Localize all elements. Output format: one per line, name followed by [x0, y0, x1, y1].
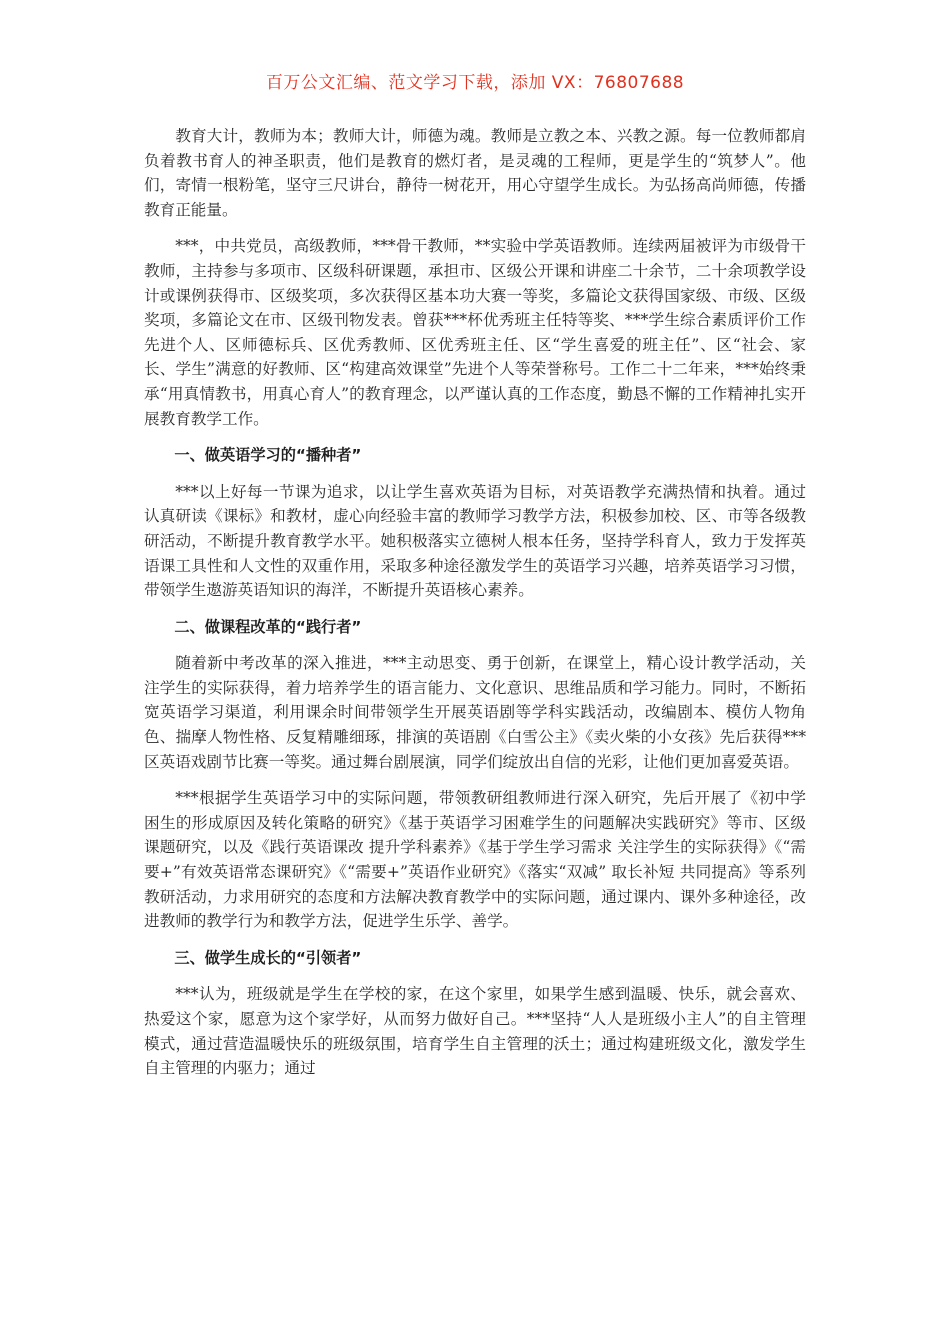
- section-1-heading: 一、做英语学习的“播种者”: [174, 446, 362, 465]
- section-3-paragraph-1: ***认为，班级就是学生在学校的家，在这个家里，如果学生感到温暖、快乐，就会喜欢、热爱这个家，愿意为这个家学好，从而努力做好自己。***坚持“人人是班级小主人”的自主管理模式，通过营造温暖快乐的班级氛围，培育学生自主管理的沃土；通过构建班级文化，激发学生自主管理的内驱力；通过: [144, 985, 806, 1078]
- document-body: [144, 124, 806, 1093]
- intro-paragraph-1: 教育大计，教师为本；教师大计，师德为魂。教师是立教之本、兴教之源。每一位教师都肩负着教书育人的神圣职责，他们是教育的燃灯者，是灵魂的工程师，更是学生的“筑梦人”。他们，寄情一根粉笔，坚守三尺讲台，静待一树花开，用心守望学生成长。为弘扬高尚师德，传播教育正能量。: [144, 127, 806, 219]
- section-3-heading: 三、做学生成长的“引领者”: [174, 948, 362, 967]
- section-1-paragraph-1: ***以上好每一节课为追求，以让学生喜欢英语为目标，对英语教学充满热情和执着。通过认真研读《课标》和教材，虚心向经验丰富的教师学习教学方法，积极参加校、区、市等各级教研活动，不断提升教育教学水平。她积极落实立德树人根本任务，坚持学科育人，致力于发挥英语课工具性和人文性的双重作用，采取多种途径激发学生的英语学习兴趣，培养英语学习习惯，带领学生遨游英语知识的海洋，不断提升英语核心素养。: [144, 482, 806, 600]
- section-2-paragraph-1: 随着新中考改革的深入推进，***主动思变、勇于创新，在课堂上，精心设计教学活动，关注学生的实际获得，着力培养学生的语言能力、文化意识、思维品质和学习能力。同时，不断拓宽英语学习渠道，利用课余时间带领学生开展英语剧等学科实践活动，改编剧本、模仿人物角色、揣摩人物性格、反复精雕细琢，排演的英语剧《白雪公主》《卖火柴的小女孩》先后获得***区英语戏剧节比赛一等奖。通过舞台剧展演，同学们绽放出自信的光彩，让他们更加喜爱英语。: [144, 654, 806, 771]
- section-2-heading: 二、做课程改革的“践行者”: [174, 617, 362, 636]
- section-2-paragraph-2: ***根据学生英语学习中的实际问题，带领教研组教师进行深入研究，先后开展了《初中学困生的形成原因及转化策略的研究》《基于英语学习困难学生的问题解决实践研究》等市、区级课题研究，以及《践行英语课改 提升学科素养》《基于学生学习需求 关注学生的实际获得》《“需要+”有效英语常态课研究》《“需要+”英语作业研究》《落实“双减” 取长补短 共同提高》等系列教研活动，力求用研究的态度和方法解决教育教学中的实际问题，通过课内、课外多种途径，改进教师的教学行为和教学方法，促进学生乐学、善学。: [144, 789, 806, 931]
- intro-paragraph-2: ***，中共党员，高级教师，***骨干教师，**实验中学英语教师。连续两届被评为市级骨干教师，主持参与多项市、区级科研课题，承担市、区级公开课和讲座二十余节，二十余项教学设计或课例获得市、区级奖项，多次获得区基本功大赛一等奖，多篇论文获得国家级、市级、区级奖项，多篇论文在市、区级刊物发表。曾获***杯优秀班主任特等奖、***学生综合素质评价工作先进个人、区师德标兵、区优秀教师、区优秀班主任、区“学生喜爱的班主任”、区“社会、家长、学生”满意的好教师、区“构建高效课堂”先进个人等荣誉称号。工作二十二年来，***始终秉承“用真情教书，用真心育人”的教育理念，以严谨认真的工作态度，勤恳不懈的工作精神扎实开展教育教学工作。: [144, 237, 806, 428]
- watermark-header: 百万公文汇编、范文学习下载，添加 VX：76807688: [265, 73, 685, 93]
